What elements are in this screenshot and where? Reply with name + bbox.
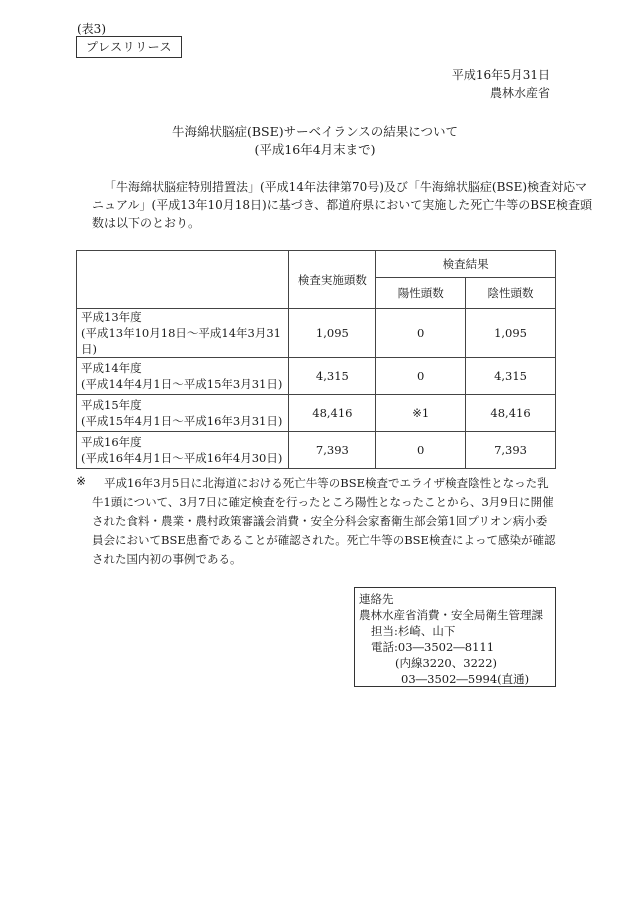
note-line: された国内初の事例である。 — [92, 552, 242, 566]
fiscal-year: 平成14年度 — [81, 361, 142, 375]
contact-phone: 電話:03―3502―8111 — [371, 640, 495, 654]
period-cell — [77, 358, 289, 395]
table-row — [77, 432, 556, 469]
page-subtitle: (平成16年4月末まで) — [254, 142, 376, 157]
note-mark: ※ — [76, 474, 87, 488]
press-release-badge: プレスリリース — [76, 36, 182, 58]
period-cell — [77, 432, 289, 469]
fiscal-year: 平成13年度 — [81, 310, 142, 324]
negative-cell: 7,393 — [466, 432, 556, 469]
header-negative: 陰性頭数 — [466, 278, 556, 309]
period-cell — [77, 395, 289, 432]
positive-cell: 0 — [376, 309, 466, 358]
negative-cell: 4,315 — [466, 358, 556, 395]
note-line: 平成16年3月5日に北海道における死亡牛等のBSE検査でエライザ検査陰性となった乳 — [104, 476, 549, 490]
period-range: (平成13年10月18日〜平成14年3月31日) — [81, 326, 281, 356]
header-results: 検査結果 — [376, 251, 556, 278]
negative-cell: 1,095 — [466, 309, 556, 358]
date-block — [452, 66, 550, 102]
table-row — [77, 358, 556, 395]
note-line: された食料・農業・農村政策審議会消費・安全分科会家畜衛生部会第1回プリオン病小委 — [92, 514, 548, 528]
note-line: 員会においてBSE患畜であることが確認された。死亡牛等のBSE検査によって感染が確認 — [92, 533, 556, 547]
tested-cell: 4,315 — [289, 358, 376, 395]
release-date: 平成16年5月31日 — [451, 68, 550, 82]
tested-cell: 48,416 — [289, 395, 376, 432]
positive-cell: ※1 — [376, 395, 466, 432]
tested-cell: 7,393 — [289, 432, 376, 469]
issuer: 農林水産省 — [489, 86, 550, 100]
footnote — [92, 474, 562, 569]
intro-line: ニュアル」(平成13年10月18日)に基づき、都道府県において実施した死亡牛等のBSE検査頭 — [92, 198, 593, 212]
results-table — [76, 250, 556, 469]
contact-person: 担当:杉崎、山下 — [371, 624, 456, 638]
header-positive: 陽性頭数 — [376, 278, 466, 309]
table-row — [77, 395, 556, 432]
period-range: (平成14年4月1日〜平成15年3月31日) — [81, 377, 283, 391]
period-cell — [77, 309, 289, 358]
period-range: (平成16年4月1日〜平成16年4月30日) — [81, 451, 283, 465]
contact-extension: (内線3220、3222) — [395, 656, 498, 670]
contact-direct-line: 03―3502―5994(直通) — [401, 672, 530, 686]
positive-cell: 0 — [376, 358, 466, 395]
intro-line: 数は以下のとおり。 — [92, 216, 201, 230]
table-row — [77, 309, 556, 358]
header-blank — [77, 251, 289, 309]
header-tested-count: 検査実施頭数 — [289, 251, 376, 309]
contact-department: 農林水産省消費・安全局衛生管理課 — [359, 608, 543, 622]
contact-heading: 連絡先 — [359, 592, 394, 606]
intro-paragraph — [92, 178, 593, 232]
fiscal-year: 平成15年度 — [81, 398, 142, 412]
fiscal-year: 平成16年度 — [81, 435, 142, 449]
page-title: 牛海綿状脳症(BSE)サーベイランスの結果について — [171, 124, 458, 139]
note-line: 牛1頭について、3月7日に確定検査を行ったところ陽性となったことから、3月9日に開催 — [92, 495, 554, 509]
negative-cell: 48,416 — [466, 395, 556, 432]
tested-cell: 1,095 — [289, 309, 376, 358]
positive-cell: 0 — [376, 432, 466, 469]
intro-line: 「牛海綿状脳症特別措置法」(平成14年法律第70号)及び「牛海綿状脳症(BSE)検査対応マ — [104, 180, 588, 194]
period-range: (平成15年4月1日〜平成16年3月31日) — [81, 414, 283, 428]
table-label: (表3) — [77, 22, 106, 36]
contact-box — [354, 587, 556, 687]
